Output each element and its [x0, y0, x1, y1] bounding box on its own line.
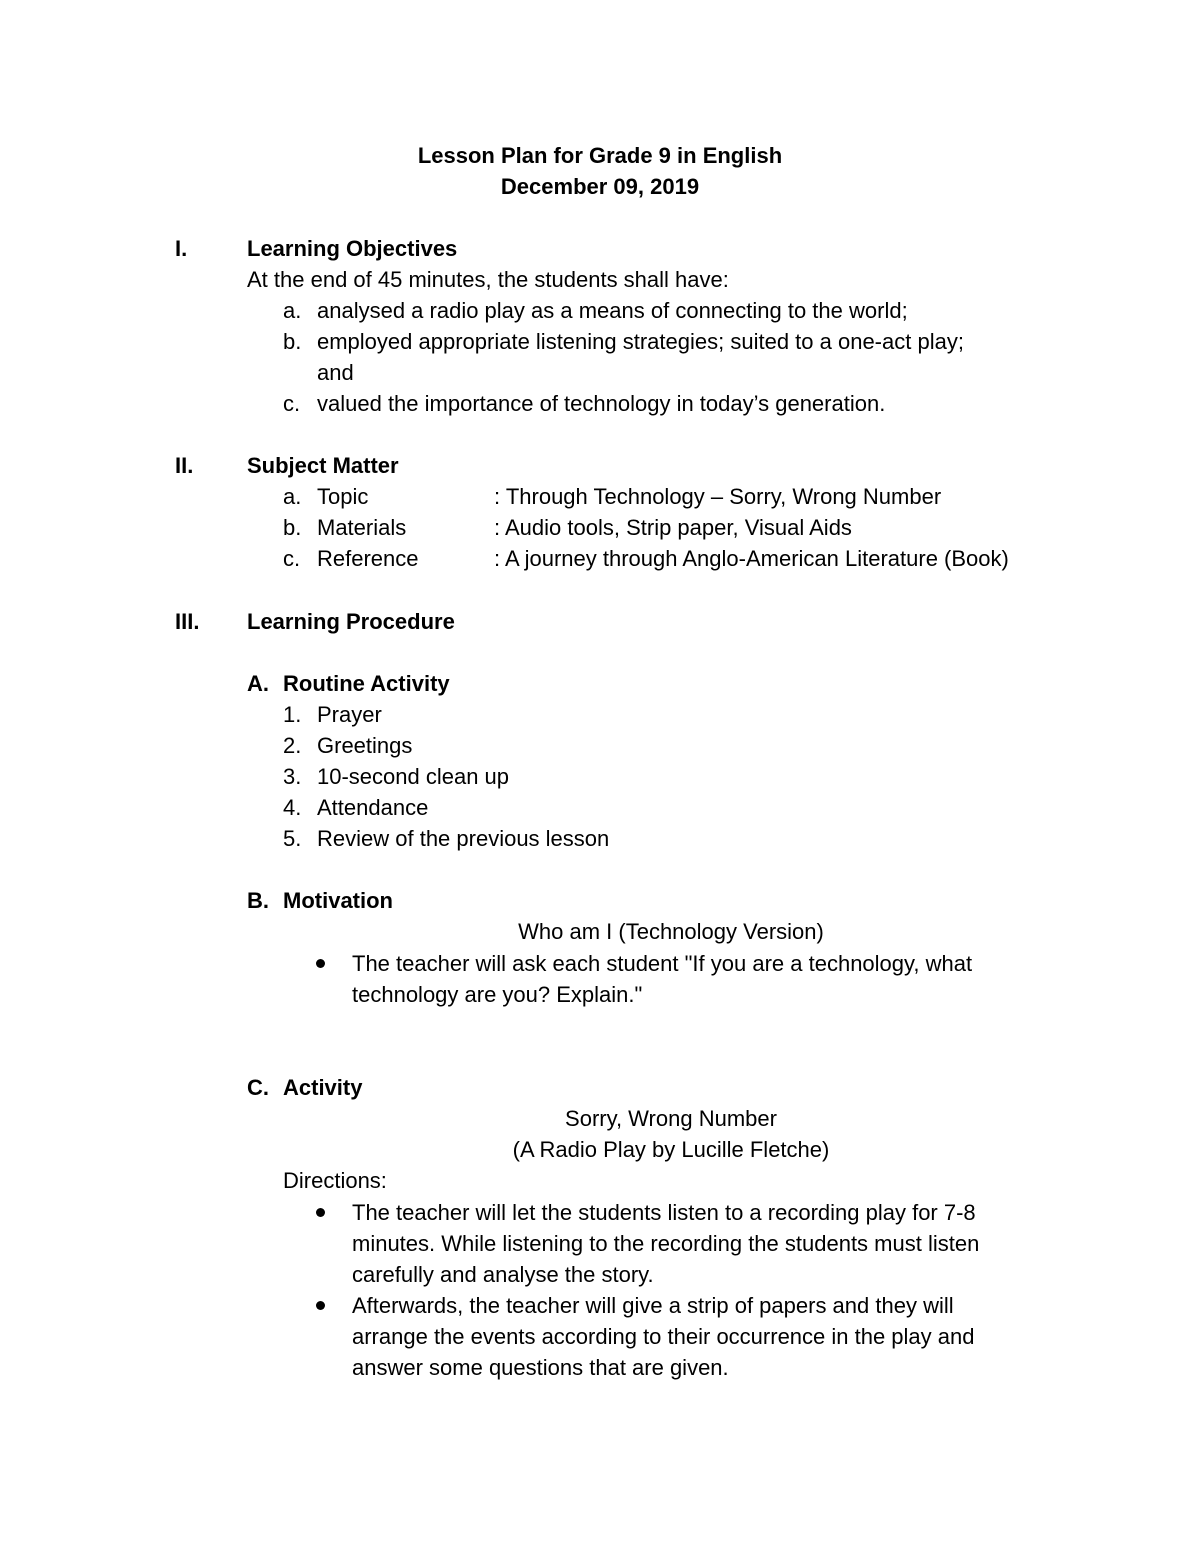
section-numeral: I. [175, 236, 188, 261]
subsection-heading-motivation: Motivation [283, 888, 393, 913]
subject-label-materials: Materials [317, 515, 407, 540]
subject-value-reference: : A journey through Anglo-American Literature (Book) [494, 546, 1009, 571]
activity-bullet-line: carefully and analyse the story. [352, 1262, 654, 1287]
bullet-icon [316, 959, 325, 968]
subject-value-materials: : Audio tools, Strip paper, Visual Aids [494, 515, 852, 540]
section-heading-objectives: Learning Objectives [247, 236, 458, 261]
directions-label: Directions: [283, 1168, 387, 1193]
objective-item: valued the importance of technology in today’s generation. [317, 391, 886, 416]
list-marker: a. [283, 298, 302, 323]
document-date: December 09, 2019 [500, 174, 700, 199]
subject-label-reference: Reference [317, 546, 419, 571]
subsection-heading-routine: Routine Activity [283, 671, 450, 696]
activity-bullet-line: The teacher will let the students listen to a recording play for 7-8 [352, 1200, 976, 1225]
list-marker: 2. [283, 733, 302, 758]
motivation-subtitle: Who am I (Technology Version) [518, 919, 824, 944]
motivation-bullet-line: The teacher will ask each student "If you are a technology, what [352, 951, 973, 976]
objective-item: employed appropriate listening strategies; suited to a one-act play; [317, 329, 964, 354]
list-marker: a. [283, 484, 302, 509]
subsection-marker: A. [247, 671, 269, 696]
routine-item: Attendance [317, 795, 429, 820]
section-numeral: II. [175, 453, 194, 478]
subsection-marker: B. [247, 888, 269, 913]
section-numeral: III. [175, 609, 200, 634]
list-marker: 5. [283, 826, 302, 851]
activity-bullet-line: answer some questions that are given. [352, 1355, 729, 1380]
routine-item: Prayer [317, 702, 382, 727]
activity-bullet-line: Afterwards, the teacher will give a strip of papers and they will [352, 1293, 954, 1318]
activity-subtitle-author: (A Radio Play by Lucille Fletche) [512, 1137, 830, 1162]
list-marker: 1. [283, 702, 302, 727]
list-marker: b. [283, 329, 302, 354]
activity-bullet-line: arrange the events according to their occurrence in the play and [352, 1324, 975, 1349]
subsection-marker: C. [247, 1075, 269, 1100]
objective-item-continued: and [317, 360, 354, 385]
document-title: Lesson Plan for Grade 9 in English [417, 143, 783, 168]
objective-item: analysed a radio play as a means of connecting to the world; [317, 298, 908, 323]
routine-item: Review of the previous lesson [317, 826, 610, 851]
list-marker: b. [283, 515, 302, 540]
routine-item: Greetings [317, 733, 413, 758]
list-marker: c. [283, 546, 301, 571]
motivation-bullet-line: technology are you? Explain." [352, 982, 643, 1007]
section-heading-subject-matter: Subject Matter [247, 453, 399, 478]
list-marker: 3. [283, 764, 302, 789]
list-marker: 4. [283, 795, 302, 820]
objectives-intro: At the end of 45 minutes, the students shall have: [247, 267, 729, 292]
list-marker: c. [283, 391, 301, 416]
subject-value-topic: : Through Technology – Sorry, Wrong Number [494, 484, 942, 509]
bullet-icon [316, 1208, 325, 1217]
routine-item: 10-second clean up [317, 764, 510, 789]
activity-bullet-line: minutes. While listening to the recording the students must listen [352, 1231, 980, 1256]
activity-subtitle: Sorry, Wrong Number [565, 1106, 777, 1131]
subsection-heading-activity: Activity [283, 1075, 363, 1100]
bullet-icon [316, 1301, 325, 1310]
subject-label-topic: Topic [317, 484, 369, 509]
section-heading-procedure: Learning Procedure [247, 609, 455, 634]
